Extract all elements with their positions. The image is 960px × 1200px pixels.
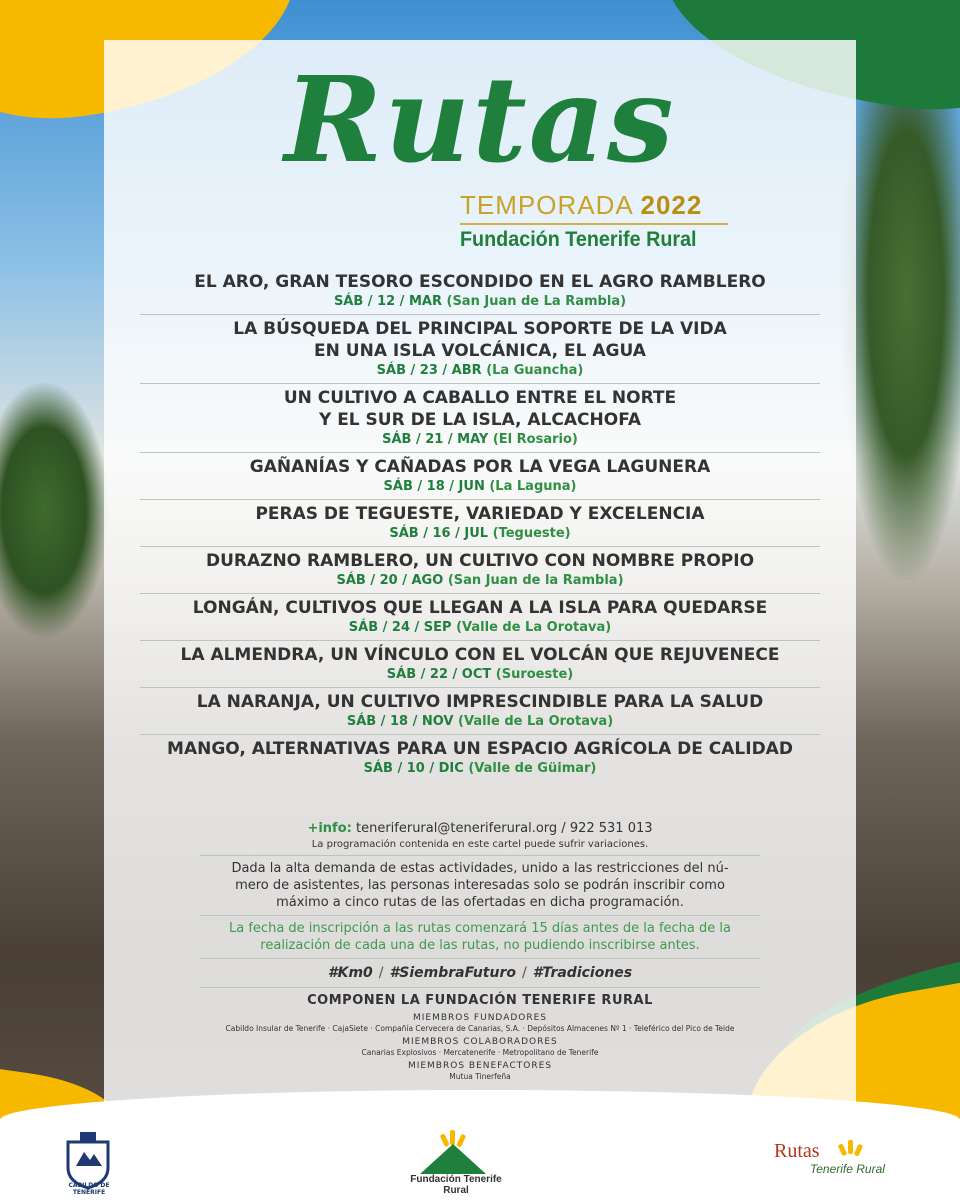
contact-link[interactable]: teneriferural@teneriferural.org / 922 531 013 <box>355 821 653 836</box>
season-word: TEMPORADA <box>460 190 633 220</box>
pine-tree-left <box>0 380 110 640</box>
route-place: (Valle de La Orotava) <box>458 714 614 729</box>
route-place: (San Juan de la Rambla) <box>447 573 624 588</box>
route-name-line2: EN UNA ISLA VOLCÁNICA, EL AGUA <box>314 341 646 361</box>
route-name-line2: Y EL SUR DE LA ISLA, ALCACHOFA <box>318 410 642 430</box>
route-place: (Suroeste) <box>495 667 574 682</box>
route-name: EL ARO, GRAN TESORO ESCONDIDO EN EL AGRO RAMBLERO <box>194 272 766 292</box>
route-name: MANGO, ALTERNATIVAS PARA UN ESPACIO AGRÍCOLA DE CALIDAD <box>167 739 793 759</box>
route-name: UN CULTIVO A CABALLO ENTRE EL NORTE <box>283 388 677 408</box>
ftr-logo <box>400 1128 560 1198</box>
route-item <box>140 688 820 735</box>
route-place: (El Rosario) <box>492 432 578 447</box>
season-underline <box>460 223 728 225</box>
inscription-text-line-1: La fecha de inscripción a las rutas comenzará 15 días antes de la fecha de la <box>229 921 731 936</box>
route-item <box>140 594 820 641</box>
hashtag-tradiciones: #Tradiciones <box>532 965 633 981</box>
rutas-logo <box>770 1136 910 1180</box>
cabildo-logo-text: CABILDO DE TENERIFE <box>68 1182 110 1196</box>
founders-label: MIEMBROS FUNDADORES <box>412 1013 548 1023</box>
poster-header <box>104 40 856 260</box>
route-list <box>140 268 820 781</box>
info-prefix: +info: <box>307 821 352 836</box>
hashtags: #Km0 / #SiembraFuturo / #Tradiciones <box>327 965 633 981</box>
sun-rays-icon <box>838 1138 864 1158</box>
founders-list: Cabildo Insular de Tenerife · CajaSiete · Compañía Cervecera de Canarias, S.A. · Depósitos Almacenes Nº 1 · Teleférico del Pico de Teide <box>225 1024 735 1033</box>
route-item <box>140 384 820 453</box>
route-date: SÁB / 10 / DIC (Valle de Güimar) <box>363 761 597 776</box>
route-item <box>140 315 820 384</box>
route-name: LA ALMENDRA, UN VÍNCULO CON EL VOLCÁN QUE REJUVENECE <box>180 645 780 665</box>
inscription-text-line-2: realización de cada una de las rutas, no pudiendo inscribirse antes. <box>260 938 700 953</box>
collaborators-label: MIEMBROS COLABORADORES <box>402 1037 558 1047</box>
divider <box>200 855 760 856</box>
benefactors-list: Mutua Tinerfeña <box>449 1072 511 1081</box>
route-item <box>140 735 820 781</box>
route-item <box>140 547 820 594</box>
rutas-logo-title: Rutas <box>774 1140 820 1162</box>
pine-tree-right <box>840 60 960 580</box>
route-item <box>140 641 820 688</box>
route-place: (La Laguna) <box>489 479 577 494</box>
hashtag-km0: #Km0 <box>327 965 373 981</box>
route-item <box>140 500 820 547</box>
route-date: SÁB / 18 / NOV (Valle de La Orotava) <box>346 714 614 729</box>
rutas-logo-subtitle: Tenerife Rural <box>810 1162 885 1176</box>
route-name: GAÑANÍAS Y CAÑADAS POR LA VEGA LAGUNERA <box>249 457 711 477</box>
divider <box>200 915 760 916</box>
route-name: LA BÚSQUEDA DEL PRINCIPAL SOPORTE DE LA VIDA <box>233 319 727 339</box>
route-place: (Tegueste) <box>492 526 571 541</box>
divider <box>200 958 760 959</box>
foundation-name: Fundación Tenerife Rural <box>460 228 697 251</box>
cabildo-crest-icon <box>62 1128 114 1190</box>
route-date: SÁB / 18 / JUN (La Laguna) <box>383 479 577 494</box>
contact-line <box>140 820 820 838</box>
collaborators-list: Canarias Explosivos · Mercatenerife · Metropolitano de Tenerife <box>361 1048 599 1057</box>
route-date: SÁB / 12 / MAR (San Juan de La Rambla) <box>333 294 627 309</box>
route-place: (La Guancha) <box>486 363 584 378</box>
info-block <box>140 820 820 1082</box>
mountain-icon <box>418 1138 488 1176</box>
route-date: SÁB / 20 / AGO (San Juan de la Rambla) <box>336 573 624 588</box>
variation-note: La programación contenida en este cartel puede sufrir variaciones. <box>311 839 649 850</box>
route-place: (Valle de Güimar) <box>468 761 597 776</box>
route-item <box>140 268 820 315</box>
ftr-logo-text: Fundación Tenerife Rural <box>410 1174 502 1196</box>
season-year: 2022 <box>640 190 703 220</box>
divider <box>200 987 760 988</box>
route-place: (Valle de La Orotava) <box>456 620 612 635</box>
route-date: SÁB / 16 / JUL (Tegueste) <box>389 526 571 541</box>
route-date: SÁB / 21 / MAY (El Rosario) <box>382 432 578 447</box>
route-name: LONGÁN, CULTIVOS QUE LLEGAN A LA ISLA PARA QUEDARSE <box>192 598 768 618</box>
members-title: COMPONEN LA FUNDACIÓN TENERIFE RURAL <box>307 993 653 1008</box>
poster-title: Rutas <box>284 50 676 189</box>
hashtag-siembrafuturo: #SiembraFuturo <box>389 965 516 981</box>
benefactors-label: MIEMBROS BENEFACTORES <box>407 1061 553 1071</box>
route-date: SÁB / 24 / SEP (Valle de La Orotava) <box>348 620 612 635</box>
route-date: SÁB / 22 / OCT (Suroeste) <box>386 667 574 682</box>
route-name: DURAZNO RAMBLERO, UN CULTIVO CON NOMBRE PROPIO <box>205 551 755 571</box>
demand-text-line-2: mero de asistentes, las personas interesadas solo se podrán inscribir como <box>235 878 725 893</box>
route-name: LA NARANJA, UN CULTIVO IMPRESCINDIBLE PARA LA SALUD <box>196 692 764 712</box>
route-name: PERAS DE TEGUESTE, VARIEDAD Y EXCELENCIA <box>255 504 705 524</box>
route-place: (San Juan de La Rambla) <box>446 294 627 309</box>
demand-text-line-1: Dada la alta demanda de estas actividades, unido a las restricciones del nú- <box>231 861 729 876</box>
route-date: SÁB / 23 / ABR (La Guancha) <box>376 363 584 378</box>
season-label <box>460 190 702 221</box>
demand-text-line-3: máximo a cinco rutas de las ofertadas en dicha programación. <box>276 895 684 910</box>
route-item <box>140 453 820 500</box>
